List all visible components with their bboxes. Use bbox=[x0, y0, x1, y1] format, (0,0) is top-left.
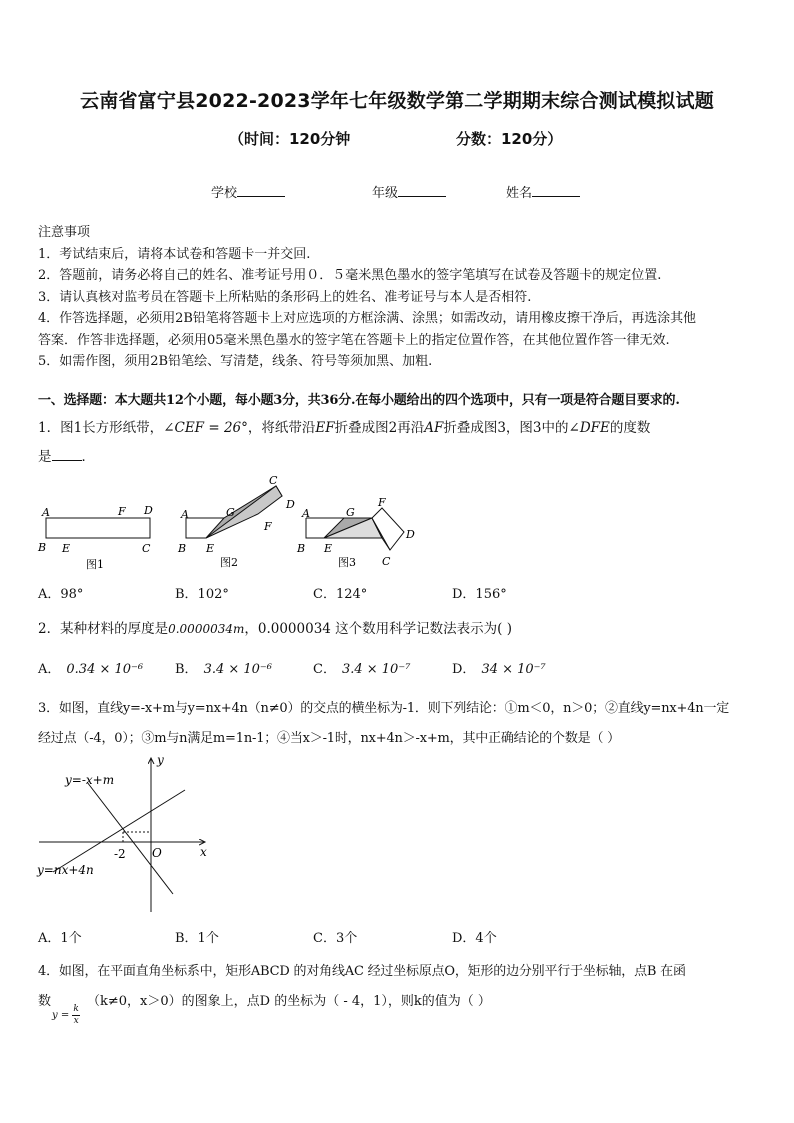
q1-option-d[interactable]: D．156° bbox=[452, 587, 507, 602]
note-item: 答案．作答非选择题，必须用05毫米黑色墨水的签字笔在答题卡上的指定位置作答，在其他位置作答一律无效. bbox=[38, 332, 670, 348]
option-value: 0.34 × 10⁻⁶ bbox=[66, 662, 144, 677]
figure-3 bbox=[296, 496, 415, 569]
func-lhs: y = bbox=[52, 1010, 70, 1021]
school-blank[interactable] bbox=[237, 184, 285, 197]
note-item: 5．如需作图，须用2B铅笔绘、写清楚，线条、符号等须加黑、加粗. bbox=[38, 354, 433, 369]
label-f: F bbox=[264, 520, 272, 533]
x-axis-label: x bbox=[200, 845, 207, 859]
fig2-caption: 图2 bbox=[220, 556, 238, 569]
q4-function bbox=[52, 1004, 80, 1027]
label-a: A bbox=[181, 508, 189, 521]
line1-label: y=-x+m bbox=[65, 773, 115, 787]
fig3-caption: 图3 bbox=[338, 556, 356, 569]
option-value: 3.4 × 10⁻⁶ bbox=[203, 662, 273, 677]
figure-2 bbox=[177, 474, 295, 569]
q1-number: 1． bbox=[38, 420, 61, 436]
q2-option-d[interactable] bbox=[452, 658, 546, 677]
label-e: E bbox=[206, 542, 215, 555]
label-f: F bbox=[118, 505, 126, 518]
q3-line2: 经过点（-4，0）；③m与n满足m=1n-1；④当x＞-1时，nx+4n＞-x+m，其中正确结论的个数是（ ） bbox=[38, 731, 620, 746]
label-g: G bbox=[346, 506, 355, 519]
q1-option-a[interactable]: A．98° bbox=[38, 587, 84, 602]
label-c: C bbox=[382, 555, 391, 568]
label-e: E bbox=[62, 542, 71, 555]
q1-option-c[interactable]: C．124° bbox=[313, 587, 368, 602]
q1-text-part: ． bbox=[81, 449, 95, 465]
q4-text-part: （k≠0，x＞0）的图象上，点D 的坐标为（ - 4，1），则k的值为（ ） bbox=[87, 994, 491, 1009]
func-numerator: k bbox=[73, 1004, 79, 1014]
q1-text-part: 折叠成图2再沿 bbox=[334, 420, 425, 436]
line2-label: y=nx+4n bbox=[37, 863, 94, 877]
q2-text-part: ，0.0000034 这个数用科学记数法表示为( ) bbox=[244, 621, 512, 637]
school-field[interactable] bbox=[211, 182, 285, 201]
q2-number: 2． bbox=[38, 621, 61, 637]
figure-1 bbox=[37, 504, 153, 571]
q1-line2 bbox=[38, 445, 95, 465]
q4-line1: 4．如图，在平面直角坐标系中，矩形ABCD 的对角线AC 经过坐标原点O，矩形的边分别平行于坐标轴，点B 在函 bbox=[38, 964, 686, 979]
label-d: D bbox=[144, 504, 153, 517]
q2-text-part: 某种材料的厚度是 bbox=[60, 621, 169, 637]
label-a: A bbox=[42, 506, 50, 519]
note-item: 2．答题前，请务必将自己的姓名、准考证号用０．５毫米黑色墨水的签字笔填写在试卷及答题卡的规定位置. bbox=[38, 268, 662, 283]
name-blank[interactable] bbox=[532, 184, 580, 197]
origin-label: O bbox=[152, 846, 162, 860]
option-label: D． bbox=[452, 662, 476, 677]
label-f: F bbox=[378, 496, 386, 509]
grade-label: 年级 bbox=[372, 186, 399, 201]
tick-label: -2 bbox=[114, 847, 126, 861]
q4-text-part: 数 bbox=[38, 994, 52, 1009]
grade-field[interactable] bbox=[372, 182, 446, 201]
q1-ef: EF bbox=[315, 420, 335, 436]
label-a: A bbox=[302, 507, 310, 520]
q4-line2 bbox=[38, 990, 491, 1009]
option-label: B． bbox=[175, 662, 198, 677]
label-b: B bbox=[178, 542, 187, 555]
name-label: 姓名 bbox=[506, 186, 533, 201]
q1-figures bbox=[30, 470, 430, 575]
q2-text bbox=[38, 617, 512, 637]
label-b: B bbox=[38, 541, 47, 554]
label-d: D bbox=[406, 528, 415, 541]
q1-text-part: 是 bbox=[38, 449, 52, 465]
func-denominator: x bbox=[73, 1016, 79, 1026]
q2-option-a[interactable] bbox=[38, 658, 143, 677]
option-value: 3.4 × 10⁻⁷ bbox=[341, 662, 411, 677]
q1-text-part: 折叠成图3，图3中的 bbox=[443, 420, 569, 436]
q2-option-b[interactable] bbox=[175, 658, 272, 677]
q1-dfe: ∠DFE bbox=[568, 420, 610, 436]
page-title: 云南省富宁县2022-2023学年七年级数学第二学期期末综合测试模拟试题 bbox=[80, 90, 714, 112]
option-label: A． bbox=[38, 662, 61, 677]
option-value: 34 × 10⁻⁷ bbox=[481, 662, 546, 677]
school-label: 学校 bbox=[211, 186, 238, 201]
q3-option-d[interactable]: D．4个 bbox=[452, 931, 497, 946]
q3-graph bbox=[35, 752, 215, 917]
grade-blank[interactable] bbox=[398, 184, 446, 197]
label-c: C bbox=[269, 474, 278, 487]
label-c: C bbox=[142, 542, 151, 555]
q3-option-a[interactable]: A．1个 bbox=[38, 931, 82, 946]
label-b: B bbox=[297, 542, 306, 555]
line-neg-x-m bbox=[87, 782, 173, 894]
y-axis-label: y bbox=[157, 753, 164, 767]
score-info: 分数：120分） bbox=[456, 130, 563, 148]
q1-text-part: ，将纸带沿 bbox=[247, 420, 316, 436]
section-heading: 一、选择题：本大题共12个小题，每小题3分，共36分.在每小题给出的四个选项中，只有一项是符合题目要求的. bbox=[38, 393, 680, 408]
name-field[interactable] bbox=[506, 182, 580, 201]
time-info: （时间：120分钟 bbox=[229, 130, 351, 148]
q1-text-part: 图1长方形纸带， bbox=[60, 420, 164, 436]
note-item: 3．请认真核对监考员在答题卡上所粘贴的条形码上的姓名、准考证号与本人是否相符. bbox=[38, 289, 532, 305]
q1-af: AF bbox=[424, 420, 444, 436]
notes-block bbox=[38, 222, 760, 373]
option-label: C． bbox=[313, 662, 336, 677]
fig1-caption: 图1 bbox=[86, 558, 104, 571]
q1-option-b[interactable]: B．102° bbox=[175, 587, 229, 602]
q1-answer-blank[interactable] bbox=[52, 448, 82, 461]
q1-text-part: 的度数 bbox=[609, 420, 651, 436]
label-e: E bbox=[324, 542, 333, 555]
q3-option-b[interactable]: B．1个 bbox=[175, 931, 219, 946]
q3-option-c[interactable]: C．3个 bbox=[313, 931, 358, 946]
q1-text bbox=[38, 416, 650, 436]
q2-option-c[interactable] bbox=[313, 658, 410, 677]
notes-heading: 注意事项 bbox=[38, 225, 91, 240]
q1-angle: ∠CEF = 26° bbox=[163, 420, 248, 436]
note-item: 4．作答选择题，必须用2B铅笔将答题卡上对应选项的方框涂满、涂黑；如需改动，请用橡皮擦干净后，再选涂其他 bbox=[38, 311, 696, 326]
q3-line1: 3．如图，直线y=-x+m与y=nx+4n（n≠0）的交点的横坐标为-1．则下列结论：①m＜0，n＞0；②直线y=nx+4n一定 bbox=[38, 701, 730, 716]
note-item: 1．考试结束后，请将本试卷和答题卡一并交回. bbox=[38, 246, 311, 262]
label-d: D bbox=[286, 498, 295, 511]
label-g: G bbox=[226, 506, 235, 519]
q2-value: 0.0000034m bbox=[168, 622, 245, 636]
